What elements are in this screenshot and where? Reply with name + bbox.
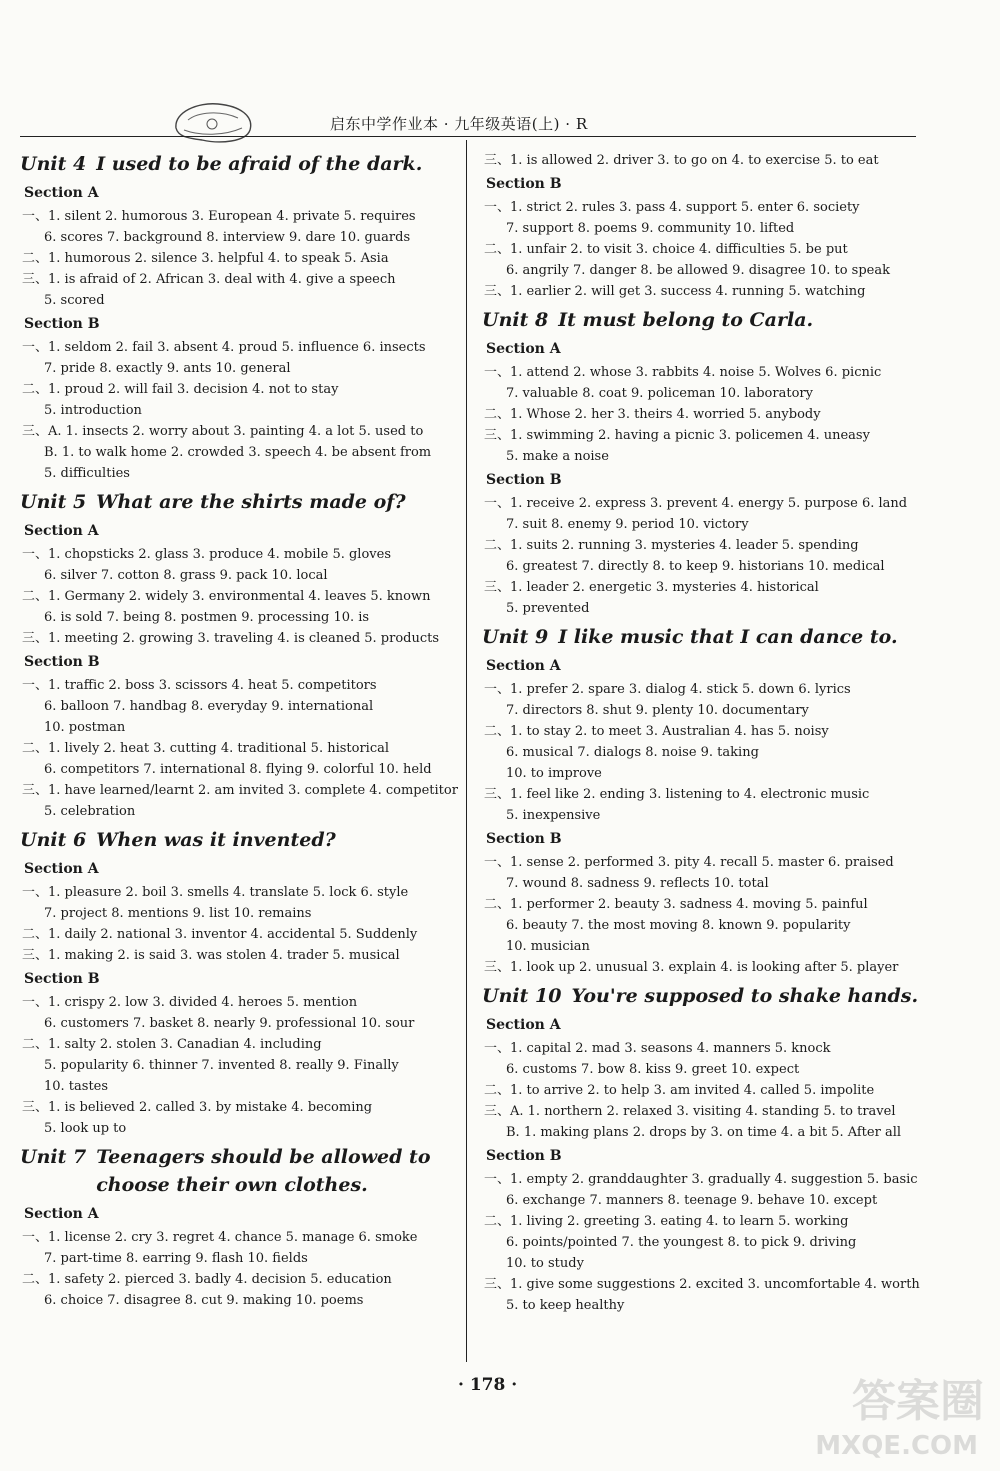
answer-line: 三、A. 1. northern 2. relaxed 3. visiting 4. standing 5. to travel [484, 1104, 896, 1119]
answer-line: 10. tastes [44, 1079, 109, 1094]
header-rule [20, 136, 916, 137]
unit-heading [482, 623, 922, 651]
answer-line: 三、A. 1. insects 2. worry about 3. painting 4. a lot 5. used to [22, 424, 424, 439]
answer-line: 二、1. proud 2. will fail 3. decision 4. not to stay [22, 382, 339, 397]
answer-line: 10. to study [506, 1256, 584, 1271]
answer-line: 三、1. is allowed 2. driver 3. to go on 4. to exercise 5. to eat [484, 153, 879, 168]
unit-block [482, 306, 922, 619]
unit-label: Unit 7 [20, 1146, 87, 1168]
unit-block [482, 150, 922, 302]
section-heading: Section A [486, 341, 561, 357]
unit-title: What are the shirts made of? [96, 491, 406, 513]
answer-line: 5. introduction [44, 403, 142, 418]
answer-line: 10. postman [44, 720, 126, 735]
unit-heading [20, 488, 460, 516]
answer-line: 一、1. attend 2. whose 3. rabbits 4. noise 5. Wolves 6. picnic [484, 365, 882, 380]
answer-line: 三、1. is afraid of 2. African 3. deal with 4. give a speech [22, 272, 396, 287]
answer-line: 二、1. daily 2. national 3. inventor 4. accidental 5. Suddenly [22, 927, 418, 942]
unit-block [20, 826, 460, 1139]
unit-label: Unit 4 [20, 153, 87, 175]
answer-line: 三、1. feel like 2. ending 3. listening to 4. electronic music [484, 787, 870, 802]
answer-line: 7. pride 8. exactly 9. ants 10. general [44, 361, 291, 376]
section-heading: Section B [486, 176, 562, 192]
answer-line: 一、1. capital 2. mad 3. seasons 4. manners 5. knock [484, 1041, 831, 1056]
section-heading: Section A [24, 185, 99, 201]
right-column [482, 146, 922, 1316]
answer-line: 6. customers 7. basket 8. nearly 9. professional 10. sour [44, 1016, 415, 1031]
answer-line: 10. musician [506, 939, 590, 954]
answer-line: 5. celebration [44, 804, 136, 819]
answer-line: 一、1. chopsticks 2. glass 3. produce 4. mobile 5. gloves [22, 547, 391, 562]
answer-line: 三、1. leader 2. energetic 3. mysteries 4. historical [484, 580, 819, 595]
answer-line: 6. beauty 7. the most moving 8. known 9. popularity [506, 918, 851, 933]
page-number: · 178 · [458, 1375, 518, 1395]
unit-title: I like music that I can dance to. [558, 626, 898, 648]
answer-line: 5. make a noise [506, 449, 609, 464]
answer-line: 6. exchange 7. manners 8. teenage 9. behave 10. except [506, 1193, 878, 1208]
answer-line: 二、1. Germany 2. widely 3. environmental 4. leaves 5. known [22, 589, 431, 604]
section-heading: Section A [24, 523, 99, 539]
answer-line: 5. popularity 6. thinner 7. invented 8. really 9. Finally [44, 1058, 399, 1073]
section-heading: Section B [486, 472, 562, 488]
answer-line: B. 1. to walk home 2. crowded 3. speech 4. be absent from [44, 445, 432, 460]
answer-line: 一、1. strict 2. rules 3. pass 4. support 5. enter 6. society [484, 200, 860, 215]
answer-line: 三、1. making 2. is said 3. was stolen 4. trader 5. musical [22, 948, 400, 963]
answer-line: 三、1. earlier 2. will get 3. success 4. running 5. watching [484, 284, 866, 299]
header-title: 启东中学作业本 · 九年级英语(上) · R [330, 115, 588, 133]
unit-title: You're supposed to shake hands. [571, 985, 919, 1007]
answer-line: 三、1. is believed 2. called 3. by mistake 4. becoming [22, 1100, 373, 1115]
answer-line: 二、1. suits 2. running 3. mysteries 4. leader 5. spending [484, 538, 859, 553]
unit-label: Unit 9 [482, 626, 549, 648]
answer-line: 6. silver 7. cotton 8. grass 9. pack 10. local [44, 568, 328, 583]
unit-block [482, 623, 922, 978]
answer-line: 二、1. Whose 2. her 3. theirs 4. worried 5. anybody [484, 407, 821, 422]
left-column [20, 146, 460, 1311]
answer-line: 6. balloon 7. handbag 8. everyday 9. international [44, 699, 374, 714]
answer-line: 10. to improve [506, 766, 602, 781]
answer-line: 5. difficulties [44, 466, 130, 481]
answer-line: 三、1. look up 2. unusual 3. explain 4. is looking after 5. player [484, 960, 899, 975]
section-heading: Section B [24, 316, 100, 332]
answer-line: 二、1. lively 2. heat 3. cutting 4. traditional 5. historical [22, 741, 390, 756]
answer-line: 一、1. prefer 2. spare 3. dialog 4. stick 5. down 6. lyrics [484, 682, 851, 697]
unit-title: When was it invented? [96, 829, 336, 851]
answer-line: 一、1. crispy 2. low 3. divided 4. heroes 5. mention [22, 995, 358, 1010]
answer-line: 6. angrily 7. danger 8. be allowed 9. disagree 10. to speak [506, 263, 890, 278]
answer-line: 7. project 8. mentions 9. list 10. remains [44, 906, 312, 921]
watermark-logo-text: 答案圈 [852, 1376, 984, 1427]
answer-line: 二、1. living 2. greeting 3. eating 4. to learn 5. working [484, 1214, 849, 1229]
answer-line: 5. inexpensive [506, 808, 601, 823]
answer-line: 一、1. traffic 2. boss 3. scissors 4. heat 5. competitors [22, 678, 377, 693]
column-divider [466, 140, 467, 1362]
unit-heading [20, 1143, 460, 1199]
answer-line: 二、1. to arrive 2. to help 3. am invited 4. called 5. impolite [484, 1083, 875, 1098]
answer-line: 7. wound 8. sadness 9. reflects 10. total [506, 876, 769, 891]
answer-line: 6. choice 7. disagree 8. cut 9. making 10. poems [44, 1293, 364, 1308]
unit-block [20, 150, 460, 484]
section-heading: Section A [486, 1017, 561, 1033]
unit-block [482, 982, 922, 1316]
answer-line: 一、1. receive 2. express 3. prevent 4. energy 5. purpose 6. land [484, 496, 908, 511]
answer-line: 一、1. sense 2. performed 3. pity 4. recall 5. master 6. praised [484, 855, 894, 870]
unit-heading [482, 982, 922, 1010]
answer-line: 7. part-time 8. earring 9. flash 10. fields [44, 1251, 308, 1266]
answer-line: 一、1. seldom 2. fail 3. absent 4. proud 5. influence 6. insects [22, 340, 426, 355]
unit-heading [20, 826, 460, 854]
answer-line: 二、1. safety 2. pierced 3. badly 4. decision 5. education [22, 1272, 392, 1287]
publisher-logo-icon [168, 98, 258, 146]
section-heading: Section A [24, 861, 99, 877]
unit-title: Teenagers should be allowed to choose their own clothes. [96, 1146, 431, 1196]
answer-line: 6. greatest 7. directly 8. to keep 9. historians 10. medical [506, 559, 885, 574]
answer-line: 三、1. meeting 2. growing 3. traveling 4. is cleaned 5. products [22, 631, 440, 646]
answer-line: 二、1. to stay 2. to meet 3. Australian 4. has 5. noisy [484, 724, 829, 739]
section-heading: Section B [24, 971, 100, 987]
answer-line: 5. to keep healthy [506, 1298, 625, 1313]
answer-line: 二、1. unfair 2. to visit 3. choice 4. difficulties 5. be put [484, 242, 848, 257]
answer-line: 7. directors 8. shut 9. plenty 10. documentary [506, 703, 809, 718]
answer-line: 一、1. pleasure 2. boil 3. smells 4. translate 5. lock 6. style [22, 885, 409, 900]
answer-line: 三、1. have learned/learnt 2. am invited 3. complete 4. competitor [22, 783, 458, 798]
section-heading: Section B [24, 654, 100, 670]
answer-line: 7. support 8. poems 9. community 10. lifted [506, 221, 795, 236]
unit-block [20, 488, 460, 822]
section-heading: Section A [24, 1206, 99, 1222]
answer-line: 6. points/pointed 7. the youngest 8. to pick 9. driving [506, 1235, 857, 1250]
answer-line: 二、1. performer 2. beauty 3. sadness 4. moving 5. painful [484, 897, 868, 912]
section-heading: Section B [486, 1148, 562, 1164]
answer-line: 5. prevented [506, 601, 590, 616]
unit-label: Unit 8 [482, 309, 549, 331]
unit-label: Unit 5 [20, 491, 87, 513]
answer-line: 三、1. swimming 2. having a picnic 3. policemen 4. uneasy [484, 428, 870, 443]
answer-line: 7. valuable 8. coat 9. policeman 10. laboratory [506, 386, 813, 401]
answer-line: 一、1. license 2. cry 3. regret 4. chance 5. manage 6. smoke [22, 1230, 418, 1245]
unit-heading [20, 150, 460, 178]
answer-line: 二、1. humorous 2. silence 3. helpful 4. to speak 5. Asia [22, 251, 389, 266]
answer-line: 二、1. salty 2. stolen 3. Canadian 4. including [22, 1037, 322, 1052]
answer-line: B. 1. making plans 2. drops by 3. on time 4. a bit 5. After all [506, 1125, 902, 1140]
answer-line: 6. is sold 7. being 8. postmen 9. processing 10. is [44, 610, 370, 625]
answer-line: 一、1. silent 2. humorous 3. European 4. private 5. requires [22, 209, 416, 224]
answer-line: 一、1. empty 2. granddaughter 3. gradually 4. suggestion 5. basic [484, 1172, 918, 1187]
section-heading: Section B [486, 831, 562, 847]
answer-line: 6. scores 7. background 8. interview 9. dare 10. guards [44, 230, 411, 245]
answer-line: 三、1. give some suggestions 2. excited 3. uncomfortable 4. worth [484, 1277, 920, 1292]
answer-line: 7. suit 8. enemy 9. period 10. victory [506, 517, 749, 532]
unit-title: I used to be afraid of the dark. [96, 153, 423, 175]
answer-line: 6. customs 7. bow 8. kiss 9. greet 10. expect [506, 1062, 800, 1077]
unit-label: Unit 6 [20, 829, 87, 851]
watermark-url: MXQE.COM [815, 1431, 978, 1461]
unit-title: It must belong to Carla. [558, 309, 814, 331]
answer-line: 6. musical 7. dialogs 8. noise 9. taking [506, 745, 759, 760]
answer-line: 5. look up to [44, 1121, 127, 1136]
unit-block [20, 1143, 460, 1311]
answer-line: 6. competitors 7. international 8. flying 9. colorful 10. held [44, 762, 432, 777]
section-heading: Section A [486, 658, 561, 674]
answer-line: 5. scored [44, 293, 105, 308]
unit-label: Unit 10 [482, 985, 562, 1007]
unit-heading [482, 306, 922, 334]
watermark [804, 1377, 994, 1467]
